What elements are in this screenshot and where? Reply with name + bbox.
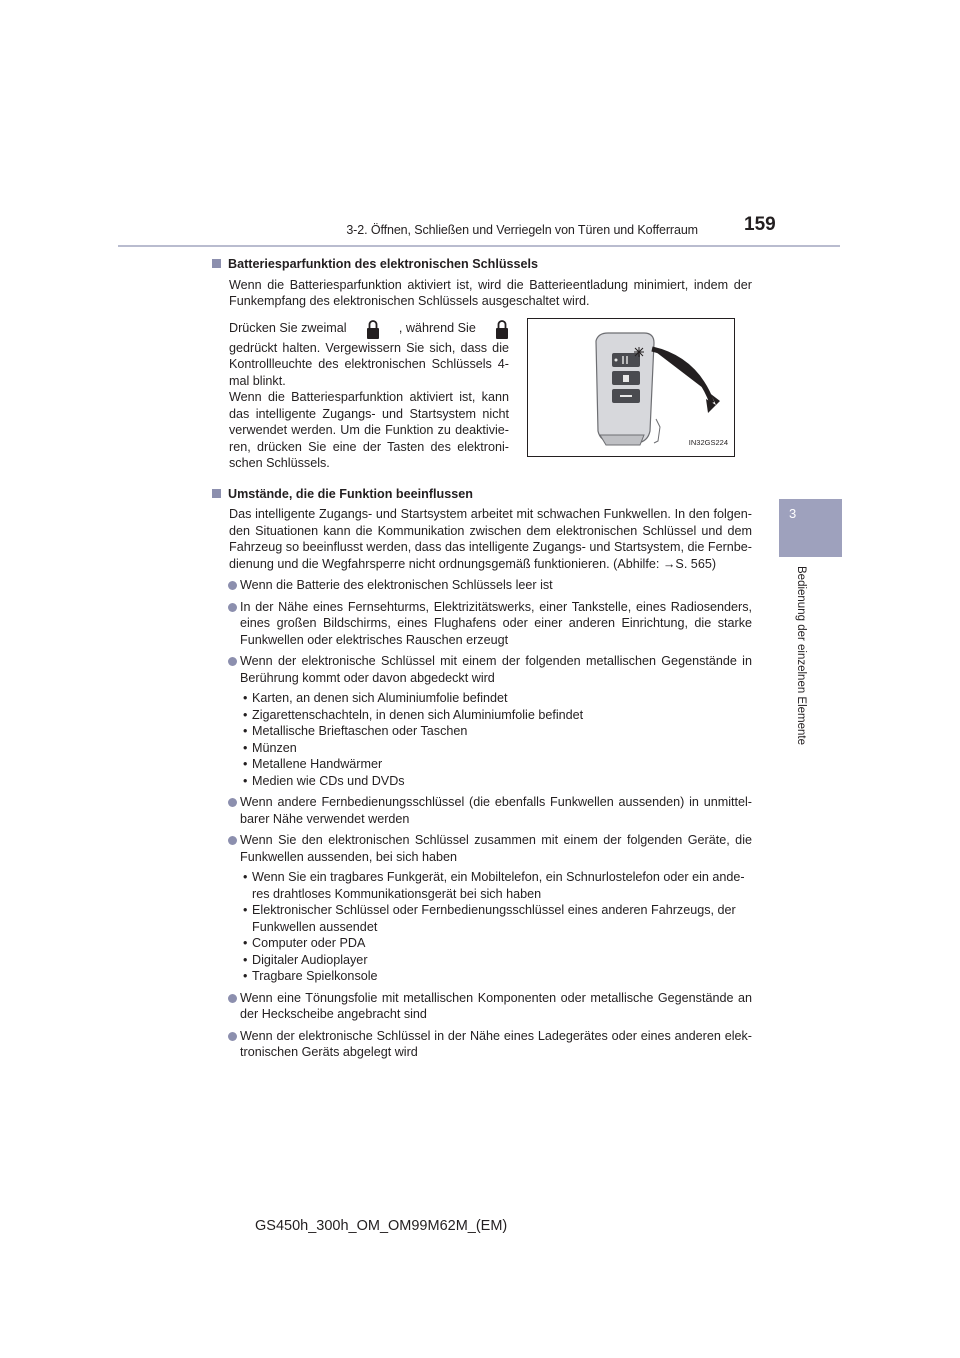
section-heading-influencing-circumstances: Umstände, die die Funktion beeinflussen: [212, 486, 752, 503]
sub-list-item: • Karten, an denen sich Aluminiumfolie befindet: [243, 691, 508, 705]
sub-list-item: • Elektronischer Schlüssel oder Fernbedienungsschlüssel eines anderen Fahrzeugs, der Funkwellen aussendet: [243, 903, 736, 934]
header-rule: [118, 245, 840, 247]
instruction-rest: gedrückt halten. Vergewissern Sie sich, dass die Kontrollleuchte des elektronischen Schlüssels 4-mal blinkt.: [229, 340, 509, 388]
sub-list-item: • Wenn Sie ein tragbares Funkgerät, ein Mobiltelefon, ein Schnurlostelefon oder ein ande-res drahtloses Kommunikationsgerät bei sich haben: [243, 870, 745, 901]
sub-list: [212, 869, 752, 985]
sub-list-item: • Computer oder PDA: [243, 936, 366, 950]
instruction-text: [229, 318, 509, 472]
list-item: Wenn die Batterie des elektronischen Schlüssels leer ist: [212, 577, 752, 594]
lock-icon: [366, 318, 380, 340]
sub-list: [212, 690, 752, 789]
circle-bullet-icon: [228, 798, 237, 807]
instruction-more: Wenn die Batteriesparfunktion aktiviert ist, kann das intelligente Zugangs- und Startsystem nicht verwendet werden. Um die Funktion zu deaktivie-ren, drücken Sie eine der Tasten des elektroni-schen Schlüssels.: [229, 390, 509, 470]
list-item: In der Nähe eines Fernsehturms, Elektrizitätswerks, einer Tankstelle, eines Radiosenders, eines großen Bildschirms, eines Flughafens oder einer anderen Einrichtung, die starke Funkwellen oder elektrisches Rauschen erzeugt: [212, 599, 752, 649]
main-content: [212, 256, 752, 1061]
list-item: Wenn eine Tönungsfolie mit metallischen Komponenten oder metallische Gegenstände an der Heckscheibe angebracht sind: [212, 990, 752, 1023]
sub-list-item: • Zigarettenschachteln, in denen sich Aluminiumfolie befindet: [243, 707, 584, 722]
square-bullet-icon: [212, 259, 221, 268]
circle-bullet-icon: [228, 581, 237, 590]
section-paragraph: Wenn die Batteriesparfunktion aktiviert ist, wird die Batterieentladung minimiert, indem der Funkempfang des elektronischen Schlüssels ausgeschaltet wird.: [229, 277, 752, 308]
circle-bullet-icon: [228, 994, 237, 1003]
lock-icon: [495, 318, 509, 340]
sub-list-item: • Tragbare Spielkonsole: [243, 969, 378, 983]
chapter-tab[interactable]: [779, 499, 842, 557]
sub-list-item: • Digitaler Audioplayer: [243, 952, 368, 967]
figure-code: IN32GS224: [688, 438, 728, 447]
sub-list-item: • Münzen: [243, 740, 297, 755]
section-paragraph: Das intelligente Zugangs- und Startsystem arbeitet mit schwachen Funkwellen. In den folgen-den Situationen kann die Kommunikation zwischen dem elektronischen Schlüssel und dem Fahrzeug so beeinflusst werden, dass das intelligente Zugangs- und Startsystem, die Fernbe-dienung und die Wegfahrsperre nicht ordnungsgemäß funktionieren. (Abhilfe: →S. 565): [229, 507, 752, 571]
instruction-first-line: Drücken Sie zweimal , während Sie: [229, 318, 509, 340]
section-heading-battery-saving: Batteriesparfunktion des elektronischen Schlüssels: [212, 256, 752, 273]
circle-bullet-icon: [228, 603, 237, 612]
list-item: Wenn der elektronische Schlüssel mit einem der folgenden metallischen Gegenstände in Berührung kommt oder davon abgedeckt wird: [212, 653, 752, 686]
sub-list-item: • Medien wie CDs und DVDs: [243, 773, 405, 788]
sub-list-item: • Metallene Handwärmer: [243, 757, 383, 771]
circle-bullet-icon: [228, 836, 237, 845]
instruction-block: [212, 318, 752, 472]
running-header: 3-2. Öffnen, Schließen und Verriegeln von Türen und Kofferraum: [346, 223, 698, 237]
chapter-number: 3: [789, 506, 797, 521]
circle-bullet-icon: [228, 657, 237, 666]
page-number: 159: [744, 214, 776, 235]
chapter-label: Bedienung der einzelnen Elemente: [795, 566, 807, 746]
footer-model-code: GS450h_300h_OM_OM99M62M_(EM): [255, 1218, 508, 1234]
list-item: Wenn Sie den elektronischen Schlüssel zusammen mit einem der folgenden Geräte, die Funkwellen aussenden, bei sich haben: [212, 832, 752, 865]
list-item: Wenn der elektronische Schlüssel in der Nähe eines Ladegerätes oder eines anderen elek-tronischen Geräts abgelegt wird: [212, 1028, 752, 1061]
sub-list-item: • Metallische Brieftaschen oder Taschen: [243, 724, 468, 738]
circle-bullet-icon: [228, 1032, 237, 1041]
key-illustration: [527, 318, 735, 457]
list-item: Wenn andere Fernbedienungsschlüssel (die ebenfalls Funkwellen aussenden) in unmittel-barer Nähe verwendet werden: [212, 794, 752, 827]
square-bullet-icon: [212, 489, 221, 498]
